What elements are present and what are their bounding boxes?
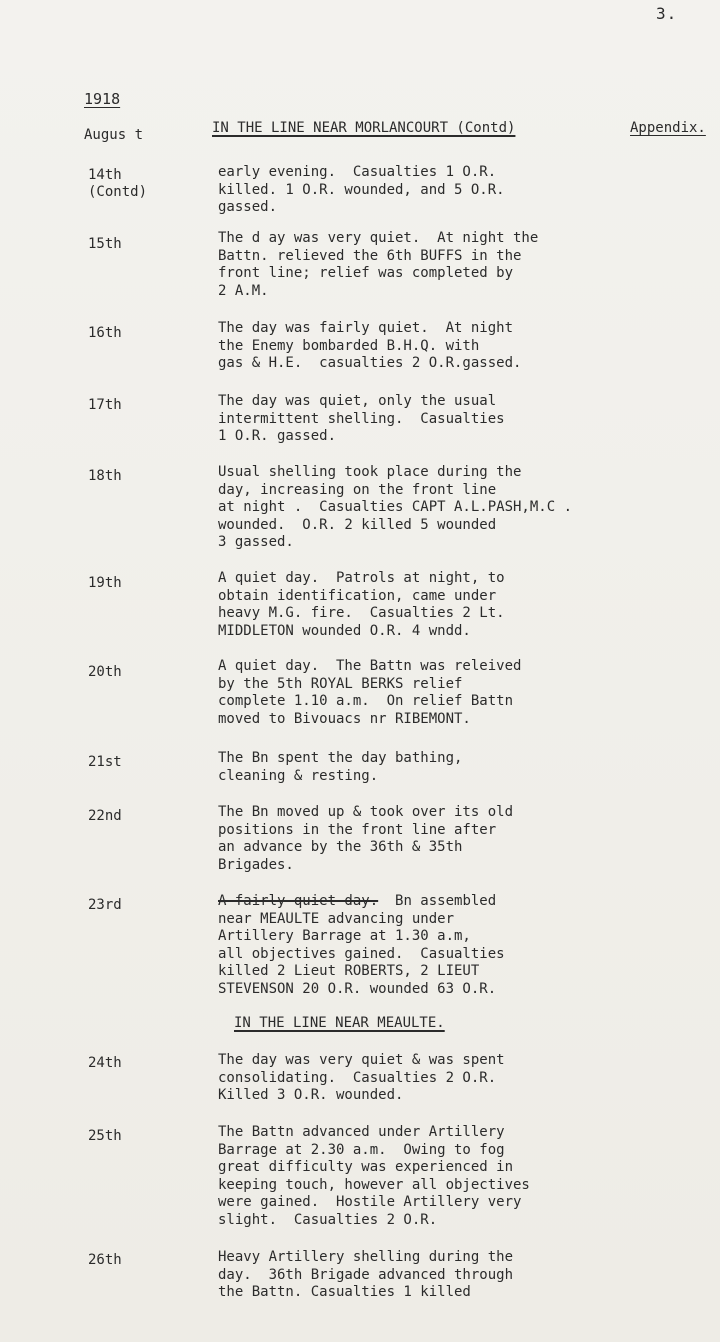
entry-text: A quiet day. The Battn was releived by the 5th ROYAL BERKS relief complete 1.10 a.m. On relief Battn moved to Bivouacs nr RIBEMONT. [218,658,522,727]
entry-text: Heavy Artillery shelling during the day. 36th Brigade advanced through the Battn. Casualties 1 killed [218,1249,514,1300]
entry-text: Usual shelling took place during the day, increasing on the front line at night . Casualties CAPT A.L.PASH,M.C . wounded. O.R. 2 killed 5 wounded 3 gassed. [218,464,573,550]
section-subheading: IN THE LINE NEAR MEAULTE. [234,1015,445,1031]
entry-date: 24th [88,1055,122,1071]
entry-text: The day was fairly quiet. At night the Enemy bombarded B.H.Q. with gas & H.E. casualties 2 O.R.gassed. [218,320,522,371]
entry-text: The Bn moved up & took over its old positions in the front line after an advance by the 36th & 35th Brigades. [218,804,514,873]
entry-text: The day was very quiet & was spent consolidating. Casualties 2 O.R. Killed 3 O.R. wounded. [218,1052,505,1103]
entry-date: 18th [88,468,122,484]
entry-date: 19th [88,575,122,591]
entry-text: The d ay was very quiet. At night the Battn. relieved the 6th BUFFS in the front line; relief was completed by 2 A.M. [218,230,539,299]
entry-date: 16th [88,325,122,341]
entry-text-body: Bn assembled near MEAULTE advancing under Artillery Barrage at 1.30 a.m, all objectives gained. Casualties killed 2 Lieut ROBERTS, 2 LIEUT STEVENSON 20 O.R. wounded 63 O.R. [218,893,505,997]
entry-text: The Bn spent the day bathing, cleaning & resting. [218,750,463,784]
entry-text: early evening. Casualties 1 O.R. killed. 1 O.R. wounded, and 5 O.R. gassed. [218,164,505,215]
entry-date: 21st [88,754,122,770]
entry-text: The day was quiet, only the usual intermittent shelling. Casualties 1 O.R. gassed. [218,393,505,444]
struck-text: A fairly quiet day. [218,893,379,909]
entry-date: 23rd [88,897,122,913]
entry-text: The Battn advanced under Artillery Barrage at 2.30 a.m. Owing to fog great difficulty was experienced in keeping touch, however all objectives were gained. Hostile Artillery very slight. Casualties 2 O.R. [218,1124,530,1228]
appendix-column-heading: Appendix. [630,120,706,136]
entry-date: 17th [88,397,122,413]
month-label: Augus t [84,127,144,143]
entry-date: 26th [88,1252,122,1268]
entry-text [218,893,678,998]
entry-date: 14th (Contd) [88,167,148,200]
page-number: 3. [656,4,678,23]
year-label: 1918 [84,90,121,108]
entry-date: 20th [88,664,122,680]
entry-date: 15th [88,236,122,252]
entry-date: 25th [88,1128,122,1144]
entry-date: 22nd [88,808,122,824]
entry-text: A quiet day. Patrols at night, to obtain identification, came under heavy M.G. fire. Casualties 2 Lt. MIDDLETON wounded O.R. 4 wndd. [218,570,505,639]
section-heading: IN THE LINE NEAR MORLANCOURT (Contd) [212,120,516,136]
